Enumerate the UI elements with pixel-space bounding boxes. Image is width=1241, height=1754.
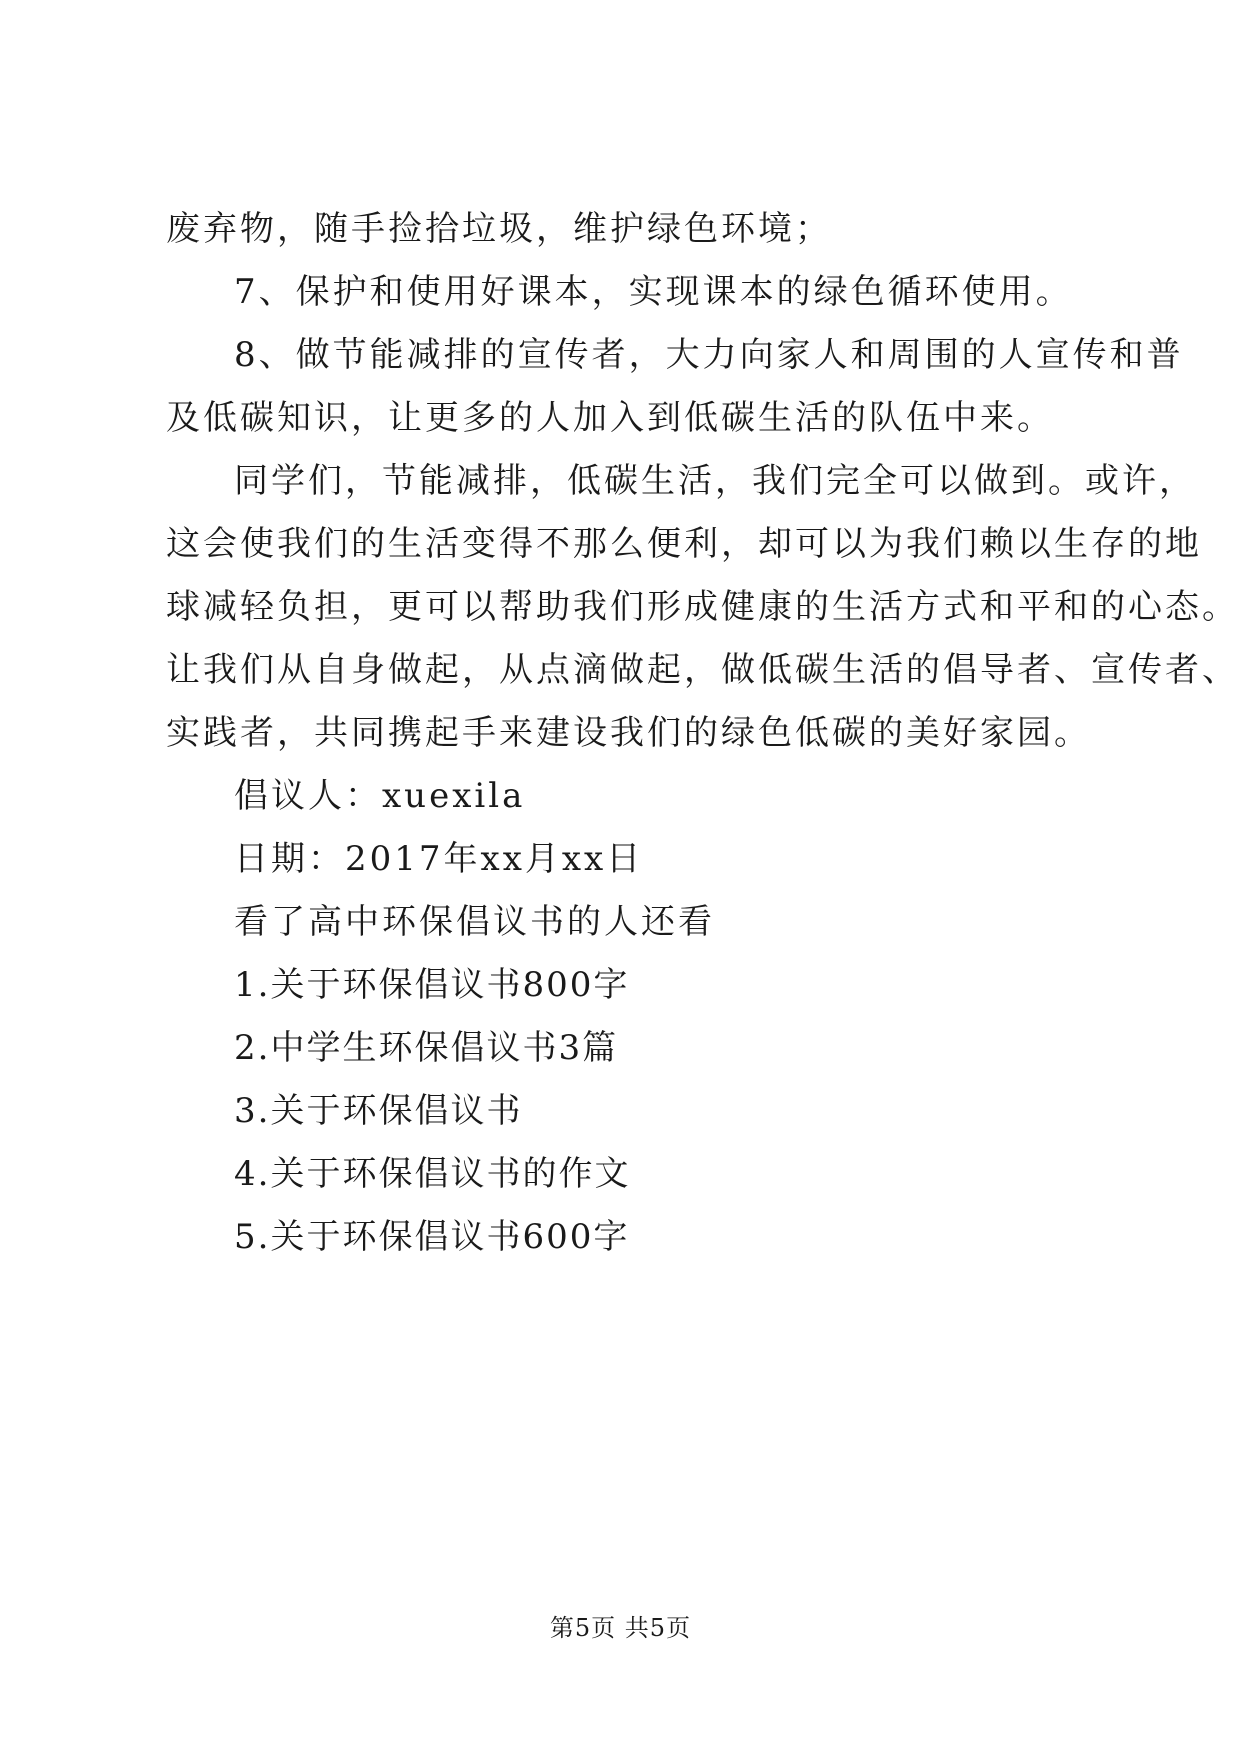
related-link-4[interactable]: 4.关于环保倡议书的作文 [234, 1154, 631, 1194]
body-line-4: 及低碳知识，让更多的人加入到低碳生活的队伍中来。 [166, 398, 1054, 438]
related-heading: 看了高中环保倡议书的人还看 [234, 902, 715, 942]
body-line-1: 废弃物，随手捡拾垃圾，维护绿色环境； [166, 209, 832, 249]
related-link-2[interactable]: 2.中学生环保倡议书3篇 [234, 1028, 619, 1068]
date-line: 日期：2017年xx月xx日 [234, 839, 644, 879]
body-line-8: 让我们从自身做起，从点滴做起，做低碳生活的倡导者、宣传者、 [166, 650, 1239, 690]
document-body [166, 198, 1239, 1269]
body-line-2: 7、保护和使用好课本，实现课本的绿色循环使用。 [234, 272, 1073, 312]
page-footer: 第5页 共5页 [549, 1614, 692, 1642]
related-link-5[interactable]: 5.关于环保倡议书600字 [234, 1217, 630, 1257]
related-link-1[interactable]: 1.关于环保倡议书800字 [234, 965, 630, 1005]
related-list [166, 954, 1091, 1269]
body-line-3: 8、做节能减排的宣传者，大力向家人和周围的人宣传和普 [234, 335, 1184, 375]
body-line-9: 实践者，共同携起手来建设我们的绿色低碳的美好家园。 [166, 713, 1091, 753]
body-line-7: 球减轻负担，更可以帮助我们形成健康的生活方式和平和的心态。 [166, 587, 1239, 627]
body-line-6: 这会使我们的生活变得不那么便利，却可以为我们赖以生存的地 [166, 524, 1202, 564]
proposer-line: 倡议人：xuexila [234, 776, 526, 816]
body-line-5: 同学们，节能减排，低碳生活，我们完全可以做到。或许， [234, 461, 1196, 501]
related-link-3[interactable]: 3.关于环保倡议书 [234, 1091, 523, 1131]
